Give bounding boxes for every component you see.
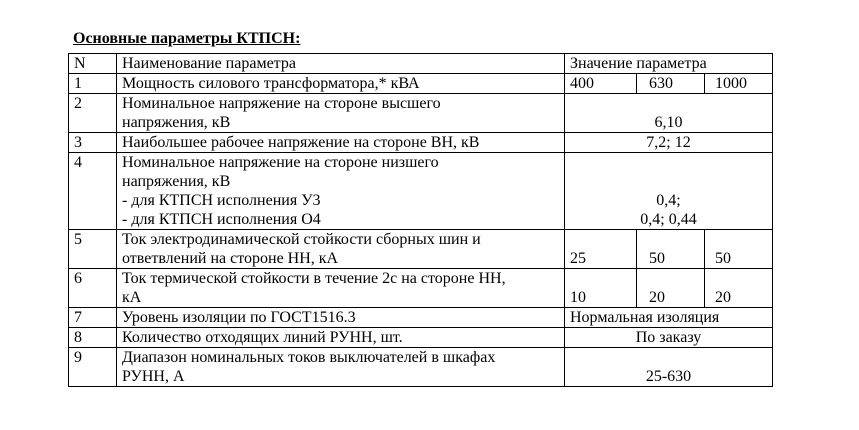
row-name: Ток термической стойкости в течение 2с на стороне НН, кА	[117, 269, 565, 308]
row-number: 5	[69, 230, 117, 269]
row-name: Наибольшее рабочее напряжение на стороне ВН, кВ	[117, 133, 565, 153]
table-row	[69, 230, 773, 269]
row-number: 6	[69, 269, 117, 308]
row-value: Нормальная изоляция	[565, 308, 773, 328]
row-value: 25-630	[565, 348, 773, 387]
row-value: 400	[565, 74, 637, 94]
table-row	[69, 74, 773, 94]
row-value: 1000	[705, 74, 773, 94]
table-row	[69, 133, 773, 153]
row-value: 7,2; 12	[565, 133, 773, 153]
table-row	[69, 153, 773, 230]
header-n: N	[69, 54, 117, 74]
row-number: 4	[69, 153, 117, 230]
row-value: По заказу	[565, 328, 773, 348]
row-number: 9	[69, 348, 117, 387]
row-value: 0,4; 0,4; 0,44	[565, 153, 773, 230]
row-name: Уровень изоляции по ГОСТ1516.3	[117, 308, 565, 328]
row-value: 20	[637, 269, 705, 308]
row-name: Диапазон номинальных токов выключателей в шкафах РУНН, А	[117, 348, 565, 387]
row-number: 2	[69, 94, 117, 133]
parameters-table	[68, 53, 773, 387]
table-row	[69, 328, 773, 348]
row-number: 8	[69, 328, 117, 348]
row-name: Ток электродинамической стойкости сборных шин и ответвлений на стороне НН, кА	[117, 230, 565, 269]
table-header-row	[69, 54, 773, 74]
header-value: Значение параметра	[565, 54, 773, 74]
header-name: Наименование параметра	[117, 54, 565, 74]
table-row	[69, 348, 773, 387]
row-name: Мощность силового трансформатора,* кВА	[117, 74, 565, 94]
row-value: 50	[637, 230, 705, 269]
row-value: 10	[565, 269, 637, 308]
row-value: 20	[705, 269, 773, 308]
row-number: 3	[69, 133, 117, 153]
row-value: 25	[565, 230, 637, 269]
row-value: 6,10	[565, 94, 773, 133]
table-row	[69, 269, 773, 308]
table-row	[69, 308, 773, 328]
row-value: 50	[705, 230, 773, 269]
row-name: Номинальное напряжение на стороне низшего напряжения, кВ - для КТПСН исполнения У3 - для КТПСН исполнения О4	[117, 153, 565, 230]
row-number: 7	[69, 308, 117, 328]
row-value: 630	[637, 74, 705, 94]
page-title: Основные параметры КТПСН:	[73, 30, 301, 47]
row-name: Номинальное напряжение на стороне высшего напряжения, кВ	[117, 94, 565, 133]
row-name: Количество отходящих линий РУНН, шт.	[117, 328, 565, 348]
row-number: 1	[69, 74, 117, 94]
table-row	[69, 94, 773, 133]
